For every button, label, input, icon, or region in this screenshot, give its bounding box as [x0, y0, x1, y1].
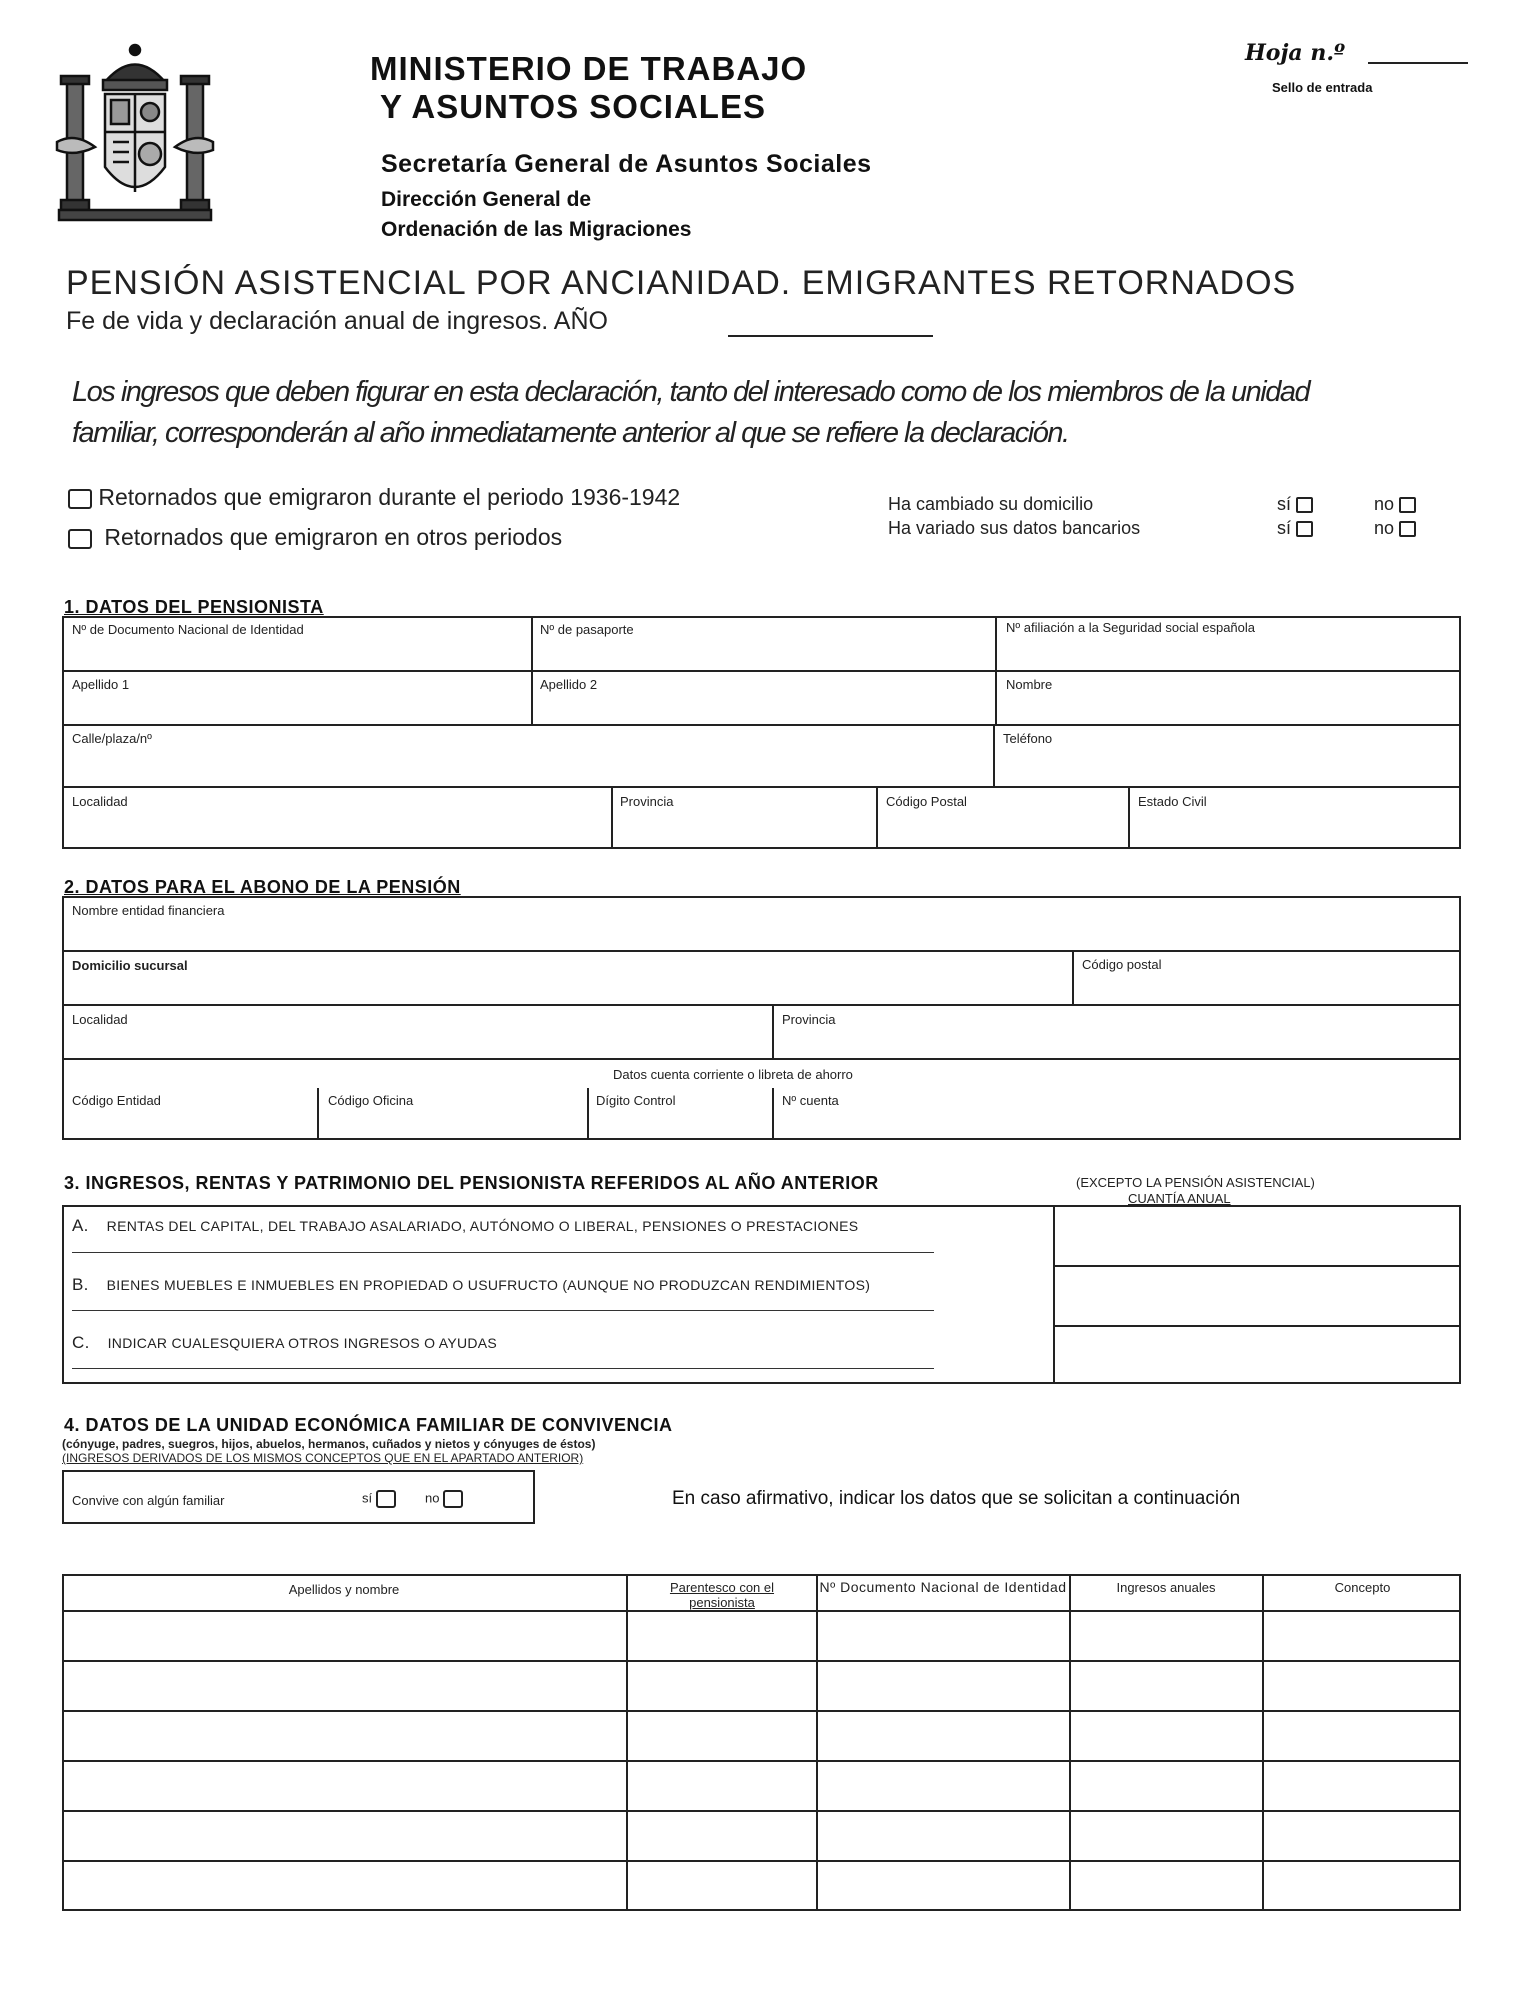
ingreso-b-letter: B. [72, 1275, 89, 1294]
col-concepto: Concepto [1334, 1580, 1391, 1595]
telefono-field[interactable]: Teléfono [1003, 731, 1053, 746]
checkbox-bancarios-no[interactable] [1399, 521, 1416, 537]
col-parentesco: Parentesco con el pensionista [669, 1580, 775, 1610]
bancarios-si [1277, 518, 1313, 539]
bancarios-si-label: sí [1277, 518, 1292, 538]
col-ingresos: Ingresos anuales [1116, 1580, 1216, 1595]
excepto-note: (EXCEPTO LA PENSIÓN ASISTENCIAL) [1076, 1175, 1315, 1190]
estado-civil-field[interactable]: Estado Civil [1138, 794, 1207, 809]
direccion-name [381, 185, 691, 245]
cuantia-c-field[interactable] [1056, 1330, 1456, 1380]
afiliacion-field[interactable]: Nº afiliación a la Seguridad social española [1006, 620, 1256, 635]
ingreso-a-row [72, 1216, 858, 1236]
ingreso-c-row [72, 1333, 497, 1353]
form-subtitle: Fe de vida y declaración anual de ingresos. AÑO [66, 307, 608, 335]
domicilio-no-label: no [1374, 494, 1395, 514]
option-otros-periodos [68, 524, 562, 551]
sello-label: Sello de entrada [1272, 80, 1373, 95]
afirmativo-note: En caso afirmativo, indicar los datos que se solicitan a continuación [672, 1488, 1241, 1509]
option-otros-periodos-label: Retornados que emigraron en otros periodos [104, 524, 563, 550]
col-dni: Nº Documento Nacional de Identidad [819, 1579, 1067, 1595]
dni-field[interactable]: Nº de Documento Nacional de Identidad [72, 622, 304, 637]
bancarios-no [1374, 518, 1416, 539]
digito-control-field[interactable]: Dígito Control [596, 1093, 676, 1108]
codigo-entidad-field[interactable]: Código Entidad [72, 1093, 161, 1108]
ingreso-a-text: RENTAS DEL CAPITAL, DEL TRABAJO ASALARIADO, AUTÓNOMO O LIBERAL, PENSIONES O PRESTACIONES [106, 1218, 859, 1234]
provincia-banco-field[interactable]: Provincia [782, 1012, 836, 1027]
convive-no-label: no [425, 1490, 440, 1506]
section2-heading: 2. DATOS PARA EL ABONO DE LA PENSIÓN [64, 877, 461, 897]
option-1936-1942-label: Retornados que emigraron durante el periodo 1936-1942 [98, 484, 681, 510]
cuantia-b-field[interactable] [1056, 1270, 1456, 1322]
bancarios-no-label: no [1374, 518, 1395, 538]
hoja-label: Hoja n.º [1245, 40, 1345, 66]
section4-heading: 4. DATOS DE LA UNIDAD ECONÓMICA FAMILIAR DE CONVIVENCIA [64, 1415, 673, 1435]
hoja-number-field[interactable] [1368, 62, 1468, 64]
year-field[interactable] [728, 335, 933, 337]
section3-heading: 3. INGRESOS, RENTAS Y PATRIMONIO DEL PENSIONISTA REFERIDOS AL AÑO ANTERIOR [64, 1173, 879, 1193]
family-row[interactable] [64, 1712, 1459, 1758]
form-title: PENSIÓN ASISTENCIAL POR ANCIANIDAD. EMIGRANTES RETORNADOS [66, 264, 1297, 302]
direccion-line-1: Dirección General de [381, 188, 592, 211]
ministry-line-2: Y ASUNTOS SOCIALES [380, 88, 766, 125]
ingreso-c-letter: C. [72, 1333, 90, 1352]
bancarios-question: Ha variado sus datos bancarios [888, 518, 1141, 538]
checkbox-convive-si[interactable] [376, 1490, 396, 1508]
intro-line-2: familiar, corresponderán al año inmediatamente anterior al que se refiere la declaración. [72, 417, 1069, 449]
apellido1-field[interactable]: Apellido 1 [72, 677, 130, 692]
domicilio-si-label: sí [1277, 494, 1292, 514]
calle-field[interactable]: Calle/plaza/nº [72, 731, 152, 746]
col-apellidos: Apellidos y nombre [288, 1582, 400, 1597]
cuenta-title: Datos cuenta corriente o libreta de ahorro [613, 1067, 853, 1082]
entidad-field[interactable]: Nombre entidad financiera [72, 903, 225, 918]
section1-heading: 1. DATOS DEL PENSIONISTA [64, 597, 324, 617]
checkbox-otros-periodos[interactable] [68, 529, 92, 549]
domicilio-question: Ha cambiado su domicilio [888, 494, 1094, 514]
checkbox-domicilio-si[interactable] [1296, 497, 1313, 513]
nombre-field[interactable]: Nombre [1006, 677, 1053, 692]
ingreso-b-row [72, 1275, 870, 1295]
convive-label: Convive con algún familiar [72, 1493, 225, 1508]
family-row[interactable] [64, 1812, 1459, 1858]
checkbox-1936-1942[interactable] [68, 489, 92, 509]
checkbox-domicilio-no[interactable] [1399, 497, 1416, 513]
convive-si [362, 1490, 396, 1508]
convive-si-label: sí [362, 1490, 373, 1506]
ingreso-c-text: INDICAR CUALESQUIERA OTROS INGRESOS O AYUDAS [107, 1335, 498, 1351]
ministry-line-1: MINISTERIO DE TRABAJO [370, 50, 808, 87]
section1-table [62, 616, 1461, 849]
localidad-banco-field[interactable]: Localidad [72, 1012, 128, 1027]
checkbox-convive-no[interactable] [443, 1490, 463, 1508]
family-row[interactable] [64, 1762, 1459, 1808]
family-row[interactable] [64, 1862, 1459, 1909]
ministry-name [370, 50, 807, 126]
intro-line-1: Los ingresos que deben figurar en esta declaración, tanto del interesado como de los miembros de la unidad [72, 376, 1310, 408]
codigo-postal-banco-field[interactable]: Código postal [1082, 957, 1162, 972]
family-row[interactable] [64, 1612, 1459, 1658]
checkbox-bancarios-si[interactable] [1296, 521, 1313, 537]
domicilio-no [1374, 494, 1416, 515]
option-1936-1942 [68, 484, 680, 511]
provincia-field[interactable]: Provincia [620, 794, 674, 809]
cuantia-label: CUANTÍA ANUAL [1128, 1191, 1231, 1206]
domicilio-sucursal-field[interactable]: Domicilio sucursal [72, 958, 188, 973]
intro-text [72, 372, 1392, 454]
codigo-oficina-field[interactable]: Código Oficina [328, 1093, 414, 1108]
convive-no [425, 1490, 463, 1508]
coat-of-arms-icon [55, 42, 215, 224]
apellido2-field[interactable]: Apellido 2 [540, 677, 598, 692]
num-cuenta-field[interactable]: Nº cuenta [782, 1093, 839, 1108]
domicilio-si [1277, 494, 1313, 515]
pasaporte-field[interactable]: Nº de pasaporte [540, 622, 634, 637]
direccion-line-2: Ordenación de las Migraciones [381, 218, 692, 241]
codigo-postal-field[interactable]: Código Postal [886, 794, 967, 809]
family-row[interactable] [64, 1662, 1459, 1708]
ingreso-b-text: BIENES MUEBLES E INMUEBLES EN PROPIEDAD O USUFRUCTO (AUNQUE NO PRODUZCAN RENDIMIENTOS) [106, 1277, 871, 1293]
section4-note-1: (cónyuge, padres, suegros, hijos, abuelos, hermanos, cuñados y nietos y cónyuges de éstos) [62, 1437, 596, 1451]
localidad-field[interactable]: Localidad [72, 794, 128, 809]
cuantia-a-field[interactable] [1056, 1210, 1456, 1262]
secretaria-name: Secretaría General de Asuntos Sociales [381, 150, 872, 178]
section4-note-2: (INGRESOS DERIVADOS DE LOS MISMOS CONCEPTOS QUE EN EL APARTADO ANTERIOR) [62, 1451, 584, 1465]
section2-table [62, 896, 1461, 1140]
ingreso-a-letter: A. [72, 1216, 89, 1235]
